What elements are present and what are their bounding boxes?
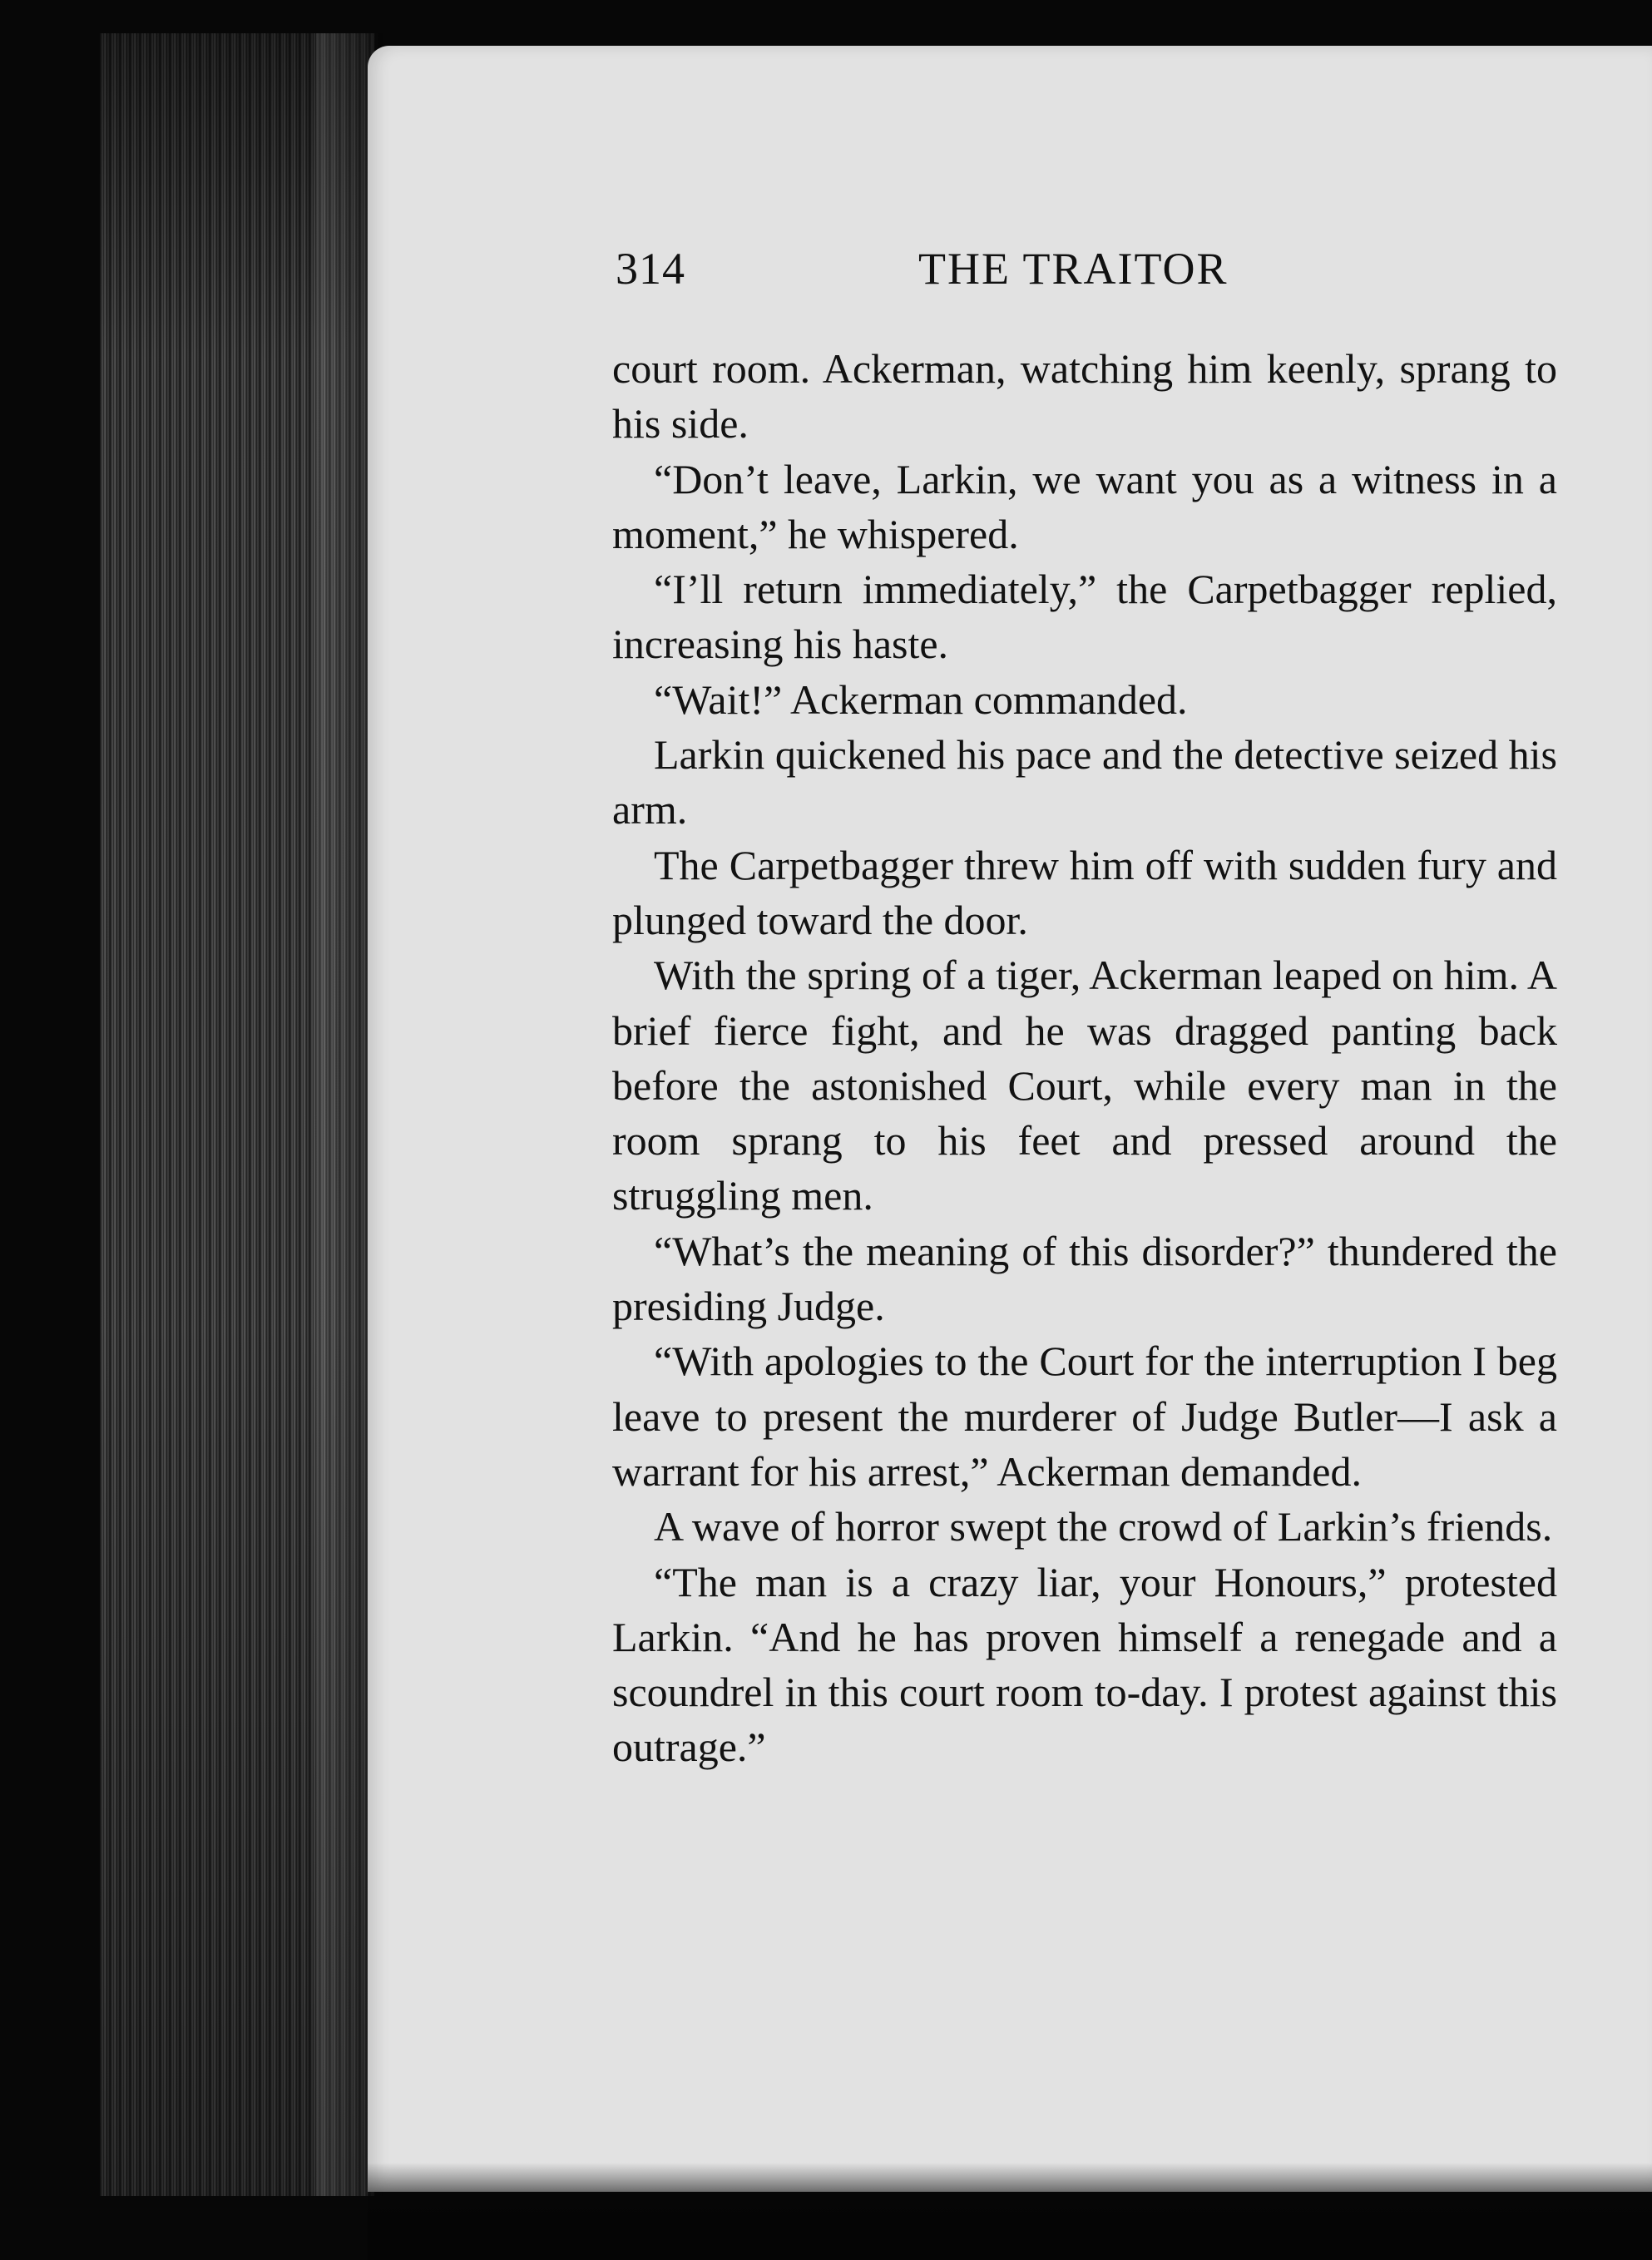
body-text xyxy=(612,341,1557,1775)
paragraph: With the spring of a tiger, Ackerman leaped on him. A brief fierce fight, and he was dragged panting back before the astonished Court, while every man in the room sprang to his feet and pressed around the struggling men. xyxy=(612,952,1557,1219)
paragraph: Larkin quickened his pace and the detective seized his arm. xyxy=(612,731,1557,833)
page-number: 314 xyxy=(616,244,685,294)
paragraph: “The man is a crazy liar, your Honours,” protested Larkin. “And he has proven himself a renegade and a scoundrel in this court room to-day. I protest against this outrage.” xyxy=(612,1558,1557,1771)
paragraph: The Carpetbagger threw him off with sudden fury and plunged toward the door. xyxy=(612,841,1557,943)
paragraph: “Wait!” Ackerman commanded. xyxy=(654,675,1188,723)
paragraph: “Don’t leave, Larkin, we want you as a witness in a moment,” he whispered. xyxy=(612,455,1557,557)
bottom-shadow xyxy=(368,2163,1652,2260)
running-title: THE TRAITOR xyxy=(918,244,1229,294)
paragraph: court room. Ackerman, watching him keenly, sprang to his side. xyxy=(612,345,1557,448)
paragraph: “What’s the meaning of this disorder?” thundered the presiding Judge. xyxy=(612,1227,1557,1330)
paragraph: “With apologies to the Court for the interruption I beg leave to present the murderer of Judge Butler—I ask a warrant for his arrest,” Ackerman demanded. xyxy=(612,1338,1557,1495)
paragraph: “I’ll return immediately,” the Carpetbagger replied, increasing his haste. xyxy=(612,566,1557,668)
paragraph: A wave of horror swept the crowd of Larkin’s friends. xyxy=(654,1503,1553,1550)
running-head xyxy=(616,243,1281,301)
